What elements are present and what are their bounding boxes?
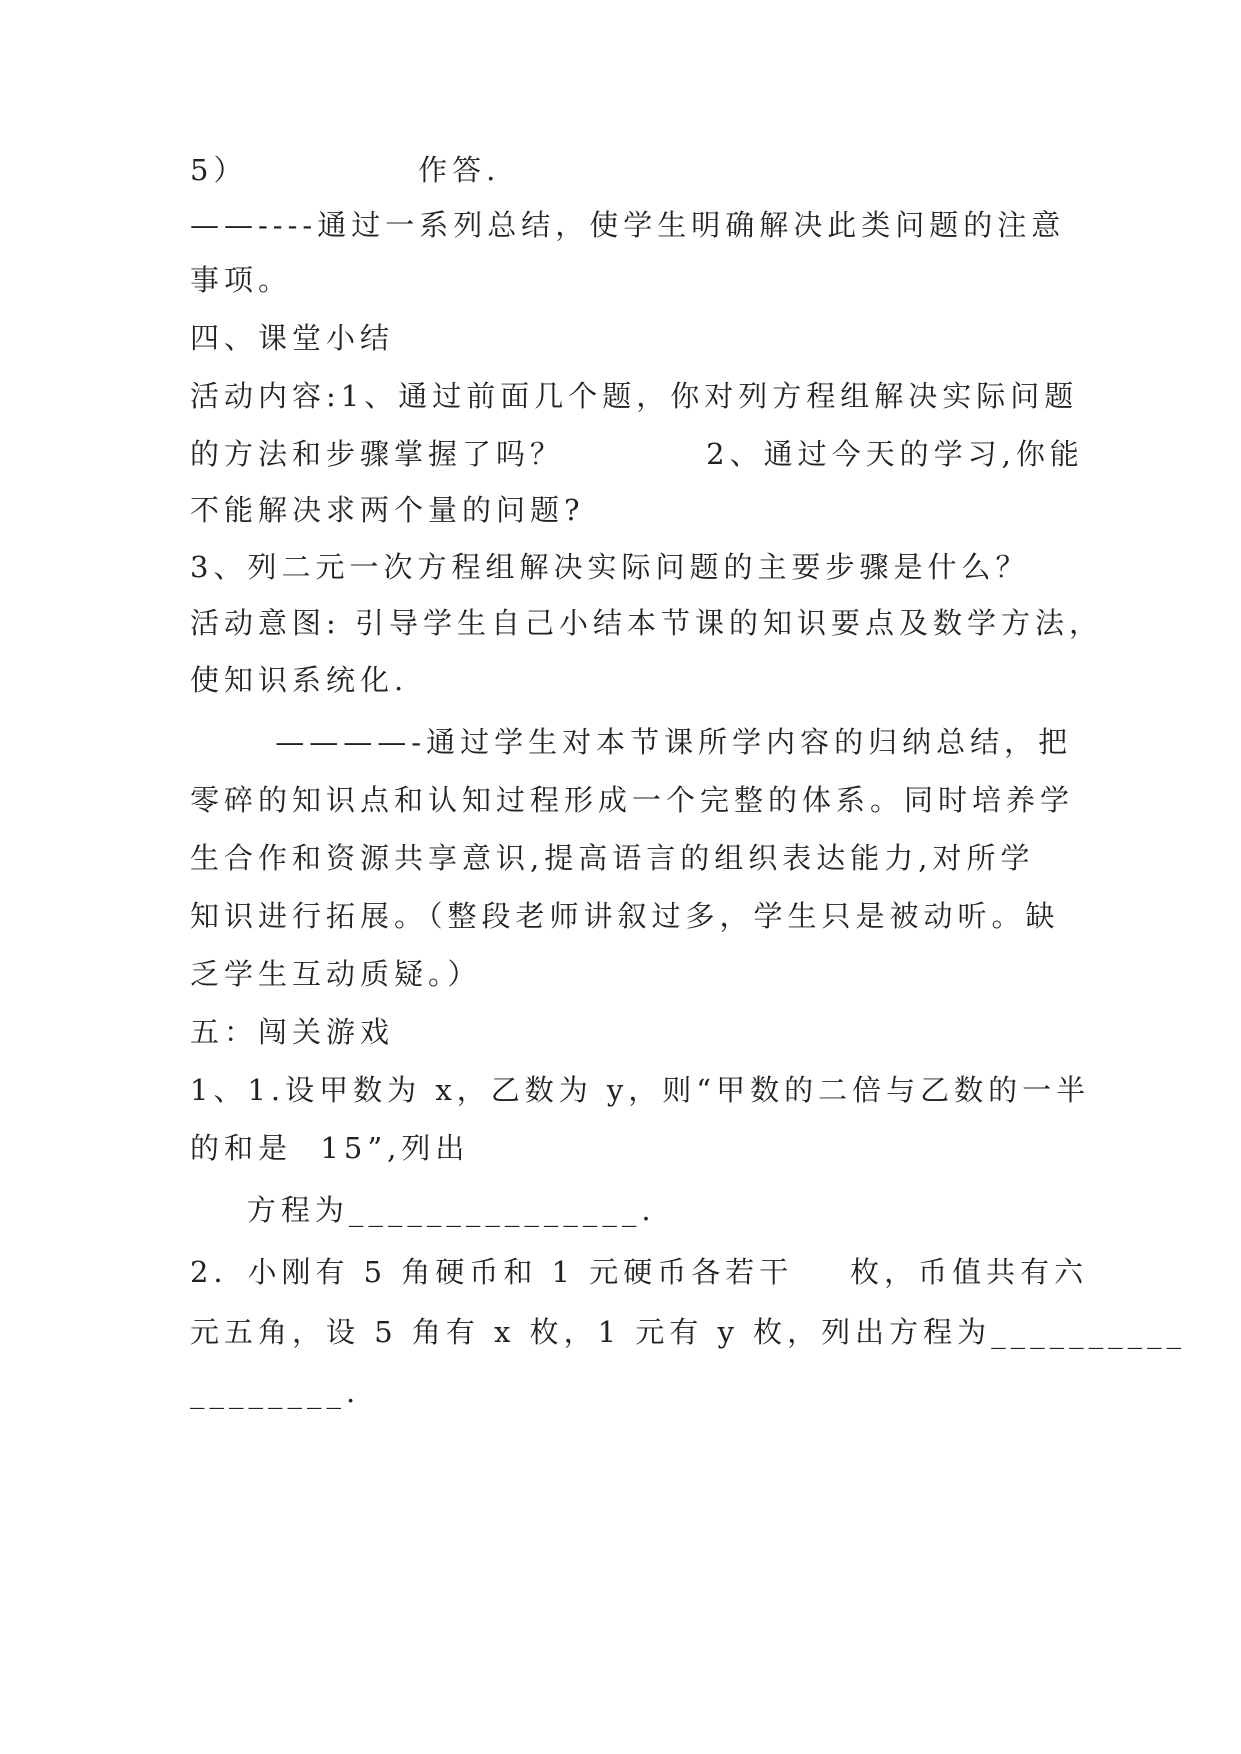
- text-line: 不能解决求两个量的问题?: [190, 493, 585, 527]
- text-line: 活动内容:1、通过前面几个题，你对列方程组解决实际问题: [190, 379, 1079, 413]
- text-line: 5） 作答.: [190, 153, 501, 187]
- text-line: 方程为_______________.: [190, 1193, 656, 1227]
- text-line: 元五角，设 5 角有 x 枚，1 元有 y 枚，列出方程为__________: [190, 1315, 1187, 1349]
- text-line: 生合作和资源共享意识,提高语言的组织表达能力,对所学: [190, 841, 1035, 875]
- text-line: 的方法和步骤掌握了吗？ 2、通过今天的学习,你能: [190, 437, 1084, 471]
- text-line: ——----通过一系列总结，使学生明确解决此类问题的注意: [190, 208, 1066, 242]
- text-line: 事项。: [190, 263, 293, 297]
- text-line: 知识进行拓展。（整段老师讲叙过多，学生只是被动听。缺: [190, 899, 1060, 933]
- section-heading: 五：闯关游戏: [190, 1015, 395, 1049]
- text-line: 活动意图: 引导学生自己小结本节课的知识要点及数学方法，: [190, 606, 1103, 640]
- section-heading: 四、课堂小结: [190, 321, 395, 355]
- text-line: 2．小刚有 5 角硬币和 1 元硬币各若干 枚，币值共有六: [190, 1255, 1089, 1289]
- text-line: 3、列二元一次方程组解决实际问题的主要步骤是什么？: [190, 550, 1030, 584]
- text-line: 零碎的知识点和认知过程形成一个完整的体系。同时培养学: [190, 783, 1075, 817]
- text-line: 乏学生互动质疑。）: [190, 957, 482, 991]
- text-line: ________.: [190, 1375, 361, 1409]
- text-line: 的和是 15”,列出: [190, 1131, 470, 1165]
- text-line: 使知识系统化.: [190, 663, 409, 697]
- text-line: ————-通过学生对本节课所学内容的归纳总结，把: [190, 725, 1073, 759]
- text-line: 1、1.设甲数为 x，乙数为 y，则“甲数的二倍与乙数的一半: [190, 1073, 1091, 1107]
